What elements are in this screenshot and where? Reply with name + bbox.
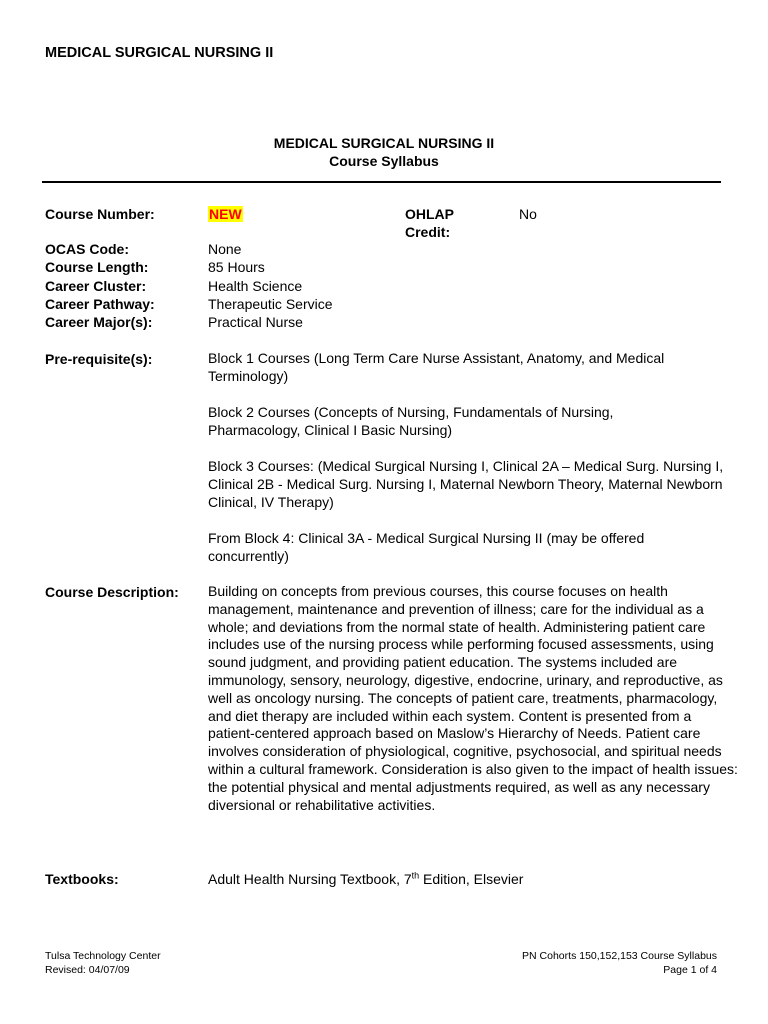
prerequisites-label: Pre-requisite(s): [45, 351, 153, 367]
course-number-label: Course Number: [45, 206, 155, 222]
ocas-code-label: OCAS Code: [45, 241, 129, 257]
course-length-value: 85 Hours [208, 259, 265, 275]
course-length-label: Course Length: [45, 259, 149, 275]
document-title-line1: MEDICAL SURGICAL NURSING II [273, 135, 495, 151]
textbook-title: Adult Health Nursing Textbook, 7 [208, 871, 412, 887]
career-pathway-value: Therapeutic Service [208, 296, 333, 312]
footer-revised-date: Revised: 04/07/09 [45, 963, 130, 976]
course-number-value [208, 205, 243, 223]
career-majors-label: Career Major(s): [45, 314, 153, 330]
textbooks-value [208, 870, 523, 888]
ohlap-label-line1: OHLAP [405, 206, 454, 222]
course-number-highlight: NEW [209, 206, 242, 222]
ocas-code-value: None [208, 241, 242, 257]
footer-page-number: Page 1 of 4 [663, 963, 717, 976]
textbooks-label: Textbooks: [45, 871, 119, 887]
title-divider [42, 181, 721, 183]
page-header-title: MEDICAL SURGICAL NURSING II [45, 45, 274, 61]
prerequisite-block-4: From Block 4: Clinical 3A - Medical Surgical Nursing II (may be offered concurrently) [208, 530, 645, 564]
textbook-edition-superscript: th [411, 870, 420, 881]
ohlap-credit-value: No [519, 206, 537, 222]
footer-left [45, 950, 161, 977]
document-subtitle: Course Syllabus [329, 153, 439, 169]
prerequisite-block-1: Block 1 Courses (Long Term Care Nurse Assistant, Anatomy, and Medical Terminology) [208, 350, 665, 384]
course-description-text: Building on concepts from previous courses, this course focuses on health management, maintenance and prevention of illness; care for the individual as a whole; and deviations from the normal state of health. Administering patient care includes use of the nursing process while performing focused assessments, using sound judgment, and providing patient education. The systems included are immunology, sensory, neurology, digestive, endocrine, urinary, and reproductive, as well as oncology nursing. The concepts of patient care, treatments, pharmacology, and diet therapy are included within each system. Content is presented from a patient-centered approach based on Maslow’s Hierarchy of Needs. Patient care involves consideration of physiological, cognitive, psychosocial, and spiritual needs within a cultural framework. Consideration is also given to the impact of health issues: the potential physical and mental adjustments required, as well as any necessary diversional or rehabilitative activities. [208, 583, 738, 813]
document-title [0, 134, 768, 170]
prerequisite-block-2: Block 2 Courses (Concepts of Nursing, Fundamentals of Nursing, Pharmacology, Clinical I Basic Nursing) [208, 404, 614, 438]
footer-right [522, 950, 717, 977]
career-cluster-value: Health Science [208, 278, 303, 294]
course-description-label: Course Description: [45, 584, 179, 600]
footer-document-name: PN Cohorts 150,152,153 Course Syllabus [522, 950, 717, 962]
career-cluster-label: Career Cluster: [45, 278, 147, 294]
career-majors-value: Practical Nurse [208, 314, 303, 330]
ohlap-credit-label [405, 205, 454, 241]
prerequisite-block-3: Block 3 Courses: (Medical Surgical Nursing I, Clinical 2A – Medical Surg. Nursing I, Clinical 2B - Medical Surg. Nursing I, Maternal Newborn Theory, Maternal Newborn Clinical, IV Therapy) [208, 458, 724, 510]
ohlap-label-line2: Credit: [405, 224, 451, 240]
textbook-publisher: Edition, Elsevier [419, 871, 524, 887]
footer-organization: Tulsa Technology Center [45, 950, 161, 962]
career-pathway-label: Career Pathway: [45, 296, 155, 312]
